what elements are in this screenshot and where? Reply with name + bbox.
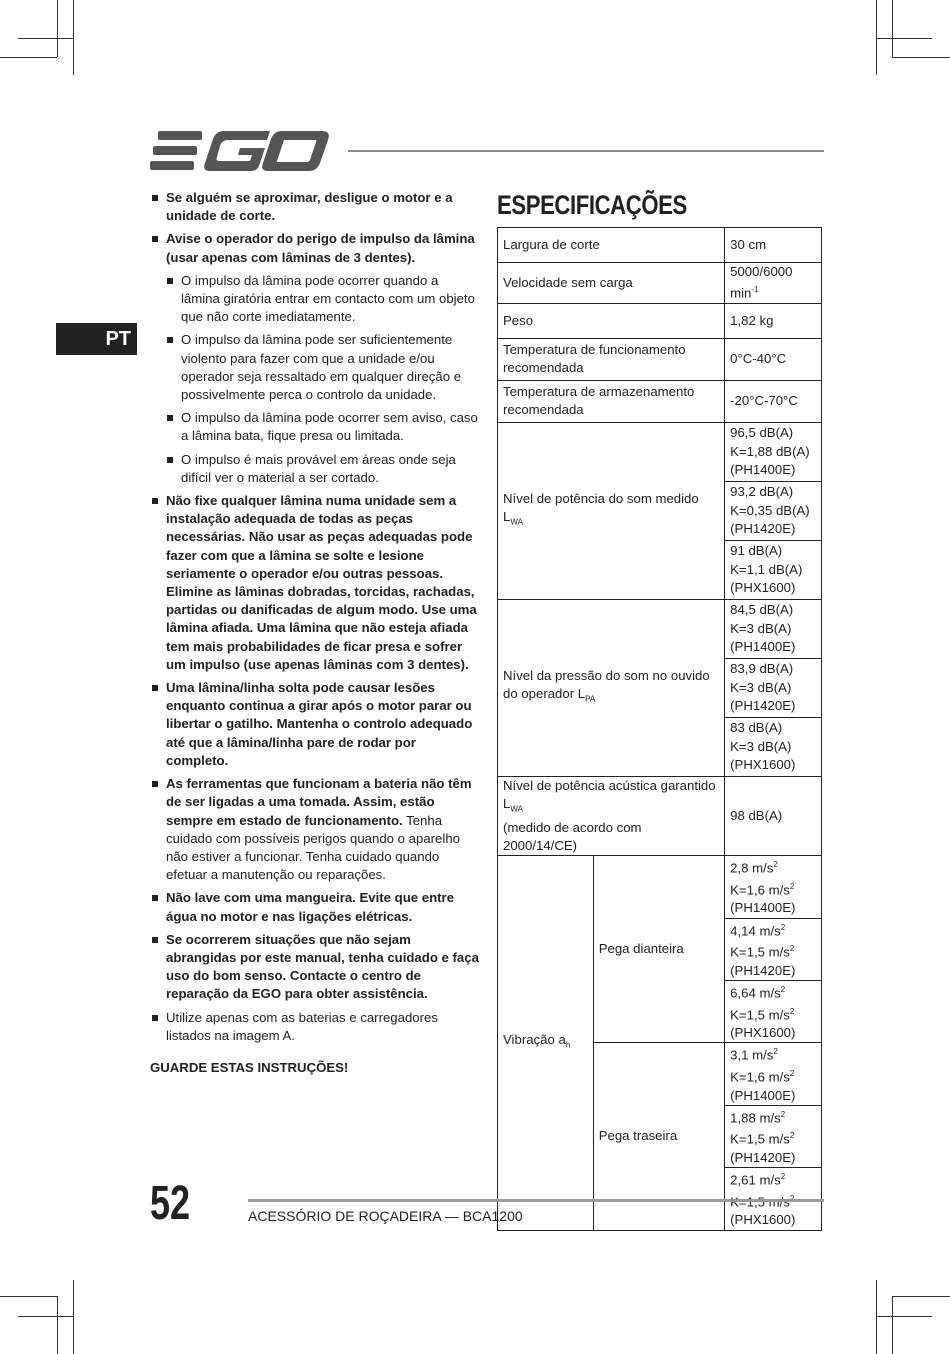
specifications-title: ESPECIFICAÇÕES bbox=[497, 190, 687, 220]
unit-superscript: 2 bbox=[780, 985, 786, 995]
unit-superscript: 2 bbox=[773, 1047, 778, 1057]
list-item bbox=[165, 409, 480, 445]
spec-value bbox=[725, 303, 822, 338]
spec-value bbox=[725, 717, 822, 776]
label-text: Temperatura de armazenamento recomendada bbox=[503, 384, 695, 418]
value-line: (PH1400E) bbox=[730, 1087, 796, 1103]
value-line: (PHX1600) bbox=[730, 756, 796, 772]
table-row bbox=[498, 776, 822, 855]
item-text: Utilize apenas com as baterias e carregadores listados na imagem A. bbox=[166, 1009, 438, 1043]
item-bold-text: Avise o operador do perigo de impulso da lâmina (usar apenas com lâminas de 3 dentes). bbox=[166, 231, 475, 265]
item-bold-text: Não lave com uma mangueira. Evite que entre água no motor e nas ligações elétricas. bbox=[166, 890, 455, 924]
label-text: Nível de potência acústica garantido L bbox=[503, 777, 716, 811]
header-rule bbox=[348, 150, 824, 152]
value-line: K=3 dB(A) bbox=[730, 620, 792, 636]
table-row bbox=[498, 856, 822, 918]
value-line: 93,2 dB(A) bbox=[730, 484, 794, 500]
label-text: Pega traseira bbox=[598, 1128, 678, 1144]
value-line: (PH1420E) bbox=[730, 520, 796, 536]
footer-rule bbox=[248, 1199, 824, 1202]
value-line: K=1,6 m/s bbox=[730, 1069, 790, 1085]
unit-superscript: 2 bbox=[780, 1109, 786, 1119]
list-item bbox=[165, 451, 480, 487]
value-line: 96,5 dB(A) bbox=[730, 425, 794, 441]
table-row bbox=[498, 380, 822, 422]
value-text: 30 cm bbox=[730, 236, 767, 252]
item-text: Tenha cuidado com possíveis perigos quando o aparelho não estiver a funcionar. Tenha cuidado quando efetuar a manutenção ou reparações. bbox=[166, 812, 460, 883]
label-text: (medido de acordo com 2000/14/CE) bbox=[503, 819, 642, 854]
list-item bbox=[165, 272, 480, 327]
spec-value bbox=[725, 981, 822, 1043]
unit-superscript: 2 bbox=[789, 1006, 795, 1016]
instruction-list bbox=[150, 189, 480, 1045]
label-subscript: WA bbox=[510, 804, 523, 814]
value-line: 91 dB(A) bbox=[730, 543, 783, 559]
spec-value bbox=[725, 338, 822, 380]
list-item bbox=[150, 679, 480, 770]
closing-note: GUARDE ESTAS INSTRUÇÕES! bbox=[150, 1059, 349, 1075]
unit-superscript: 2 bbox=[789, 1069, 795, 1079]
crop-mark bbox=[0, 57, 57, 58]
label-text: Velocidade sem carga bbox=[503, 274, 633, 290]
spec-label bbox=[498, 776, 725, 855]
spec-label bbox=[498, 263, 725, 304]
crop-mark bbox=[73, 1280, 74, 1354]
value-line: (PH1400E) bbox=[730, 638, 796, 654]
list-item bbox=[165, 331, 480, 404]
list-item bbox=[150, 1009, 480, 1045]
spec-sublabel bbox=[593, 1043, 724, 1230]
crop-mark bbox=[57, 0, 58, 57]
spec-value bbox=[725, 422, 822, 481]
list-item bbox=[150, 889, 480, 925]
table-row bbox=[498, 338, 822, 380]
label-text: Pega dianteira bbox=[598, 941, 684, 957]
value-line: K=1,6 m/s bbox=[730, 882, 790, 898]
crop-mark bbox=[877, 38, 932, 39]
item-bold-text: As ferramentas que funcionam a bateria não têm de ser ligadas a uma tomada. Assim, estão sempre em estado de funcionamento. bbox=[166, 776, 472, 828]
unit-superscript: 2 bbox=[773, 860, 778, 870]
language-tab: PT bbox=[56, 323, 137, 355]
item-bold-text: Não fixe qualquer lâmina numa unidade sem a instalação adequada de todas as peças necessárias. Não usar as peças adequadas pode fazer com que a lâmina se solte e lesione seriamente o operador e/ou outras pessoas. Elimine as lâminas dobradas, torcidas, rachadas, partidas ou danificadas de algum modo. Use uma lâmina afiada. Uma lâmina que não esteja afiada tem mais probabilidades de ficar presa e sofrer um impulso (use apenas lâminas com 3 dentes). bbox=[166, 493, 477, 672]
list-item bbox=[150, 775, 480, 884]
value-line: 84,5 dB(A) bbox=[730, 602, 794, 618]
value-line: 3,1 m/s bbox=[730, 1047, 774, 1063]
page-number: 52 bbox=[150, 1177, 191, 1230]
value-line: (PHX1600) bbox=[730, 1212, 796, 1228]
spec-value bbox=[725, 918, 822, 980]
spec-label bbox=[498, 380, 725, 422]
table-row bbox=[498, 599, 822, 658]
spec-label bbox=[498, 856, 594, 1230]
footer-title: ACESSÓRIO DE ROÇADEIRA — BCA1200 bbox=[248, 1208, 523, 1224]
list-item bbox=[150, 931, 480, 1004]
table-row bbox=[498, 303, 822, 338]
item-text: O impulso da lâmina pode ocorrer quando a lâmina giratória entrar em contacto com um objeto que não corte imediatamente. bbox=[181, 272, 475, 325]
value-line: 6,64 m/s bbox=[730, 985, 781, 1001]
unit-superscript: 2 bbox=[789, 944, 795, 954]
value-line: K=3 dB(A) bbox=[730, 679, 792, 695]
list-item bbox=[150, 189, 480, 225]
label-text: Nível de potência do som medido L bbox=[503, 490, 699, 524]
unit-superscript: 2 bbox=[789, 881, 795, 891]
value-text: -20°C-70°C bbox=[730, 393, 798, 409]
label-text: Temperatura de funcionamento recomendada bbox=[503, 342, 686, 376]
value-text: 0°C-40°C bbox=[730, 351, 787, 367]
spec-value bbox=[725, 776, 822, 855]
item-bold-text: Se ocorrerem situações que não sejam abrangidas por este manual, tenha cuidado e faça uso do bom senso. Contacte o centro de reparação da EGO para obter assistência. bbox=[166, 931, 479, 1002]
value-line: (PHX1600) bbox=[730, 579, 796, 595]
ego-logo bbox=[150, 130, 330, 172]
spec-label bbox=[498, 228, 725, 263]
spec-value bbox=[725, 1105, 822, 1167]
table-row bbox=[498, 422, 822, 481]
label-text: Largura de corte bbox=[503, 236, 600, 252]
value-line: (PH1400E) bbox=[730, 461, 796, 477]
value-line: 83 dB(A) bbox=[730, 720, 783, 736]
crop-mark bbox=[57, 1296, 58, 1354]
table-row bbox=[498, 263, 822, 304]
specifications-table bbox=[497, 227, 822, 1231]
label-text: Nível da pressão do som no ouvido do operador L bbox=[503, 667, 710, 701]
crop-mark bbox=[892, 0, 893, 57]
crop-mark bbox=[892, 1296, 950, 1297]
value-line: (PHX1600) bbox=[730, 1025, 796, 1041]
unit-superscript: 2 bbox=[780, 922, 786, 932]
item-text: O impulso da lâmina pode ser suficientemente violento para fazer com que a unidade e/ou operador seja ressaltado em qualquer direção e possivelmente perca o controlo da unidade. bbox=[181, 332, 462, 403]
value-line: K=1,88 dB(A) bbox=[730, 443, 810, 459]
spec-value bbox=[725, 599, 822, 658]
item-text: O impulso da lâmina pode ocorrer sem aviso, caso a lâmina bata, fique presa ou limitada. bbox=[181, 410, 478, 444]
spec-value bbox=[725, 263, 822, 304]
spec-label bbox=[498, 338, 725, 380]
unit-superscript: -1 bbox=[751, 285, 759, 295]
crop-mark bbox=[876, 1280, 877, 1354]
crop-mark bbox=[18, 1316, 73, 1317]
value-line: 2,61 m/s bbox=[730, 1172, 781, 1188]
value-text: 1,82 kg bbox=[730, 312, 774, 328]
value-line: K=0,35 dB(A) bbox=[730, 502, 810, 518]
spec-label bbox=[498, 422, 725, 599]
value-line: (PH1420E) bbox=[730, 697, 796, 713]
label-subscript: PA bbox=[585, 694, 596, 704]
spec-value bbox=[725, 540, 822, 599]
spec-sublabel bbox=[593, 856, 724, 1043]
unit-superscript: 2 bbox=[789, 1131, 795, 1141]
value-line: K=1,5 m/s bbox=[730, 944, 790, 960]
spec-value bbox=[725, 481, 822, 540]
list-item bbox=[150, 492, 480, 674]
value-line: (PH1420E) bbox=[730, 1150, 796, 1165]
value-line: (PH1400E) bbox=[730, 900, 796, 916]
crop-mark bbox=[892, 57, 950, 58]
spec-value bbox=[725, 1043, 822, 1105]
value-line: K=1,5 m/s bbox=[730, 1007, 790, 1023]
list-item bbox=[150, 230, 480, 266]
unit-superscript: 2 bbox=[780, 1172, 786, 1182]
crop-mark bbox=[18, 38, 73, 39]
label-subscript: h bbox=[565, 1040, 571, 1050]
safety-instructions bbox=[150, 189, 480, 1077]
value-line: 83,9 dB(A) bbox=[730, 661, 794, 677]
value-line: K=1,5 m/s bbox=[730, 1131, 790, 1147]
value-line: 1,88 m/s bbox=[730, 1110, 781, 1126]
value-text: 5000/6000 min bbox=[730, 264, 793, 301]
crop-mark bbox=[876, 0, 877, 75]
label-subscript: WA bbox=[510, 517, 523, 527]
spec-label bbox=[498, 303, 725, 338]
spec-value bbox=[725, 856, 822, 918]
label-text: Vibração a bbox=[503, 1032, 566, 1047]
spec-value bbox=[725, 380, 822, 422]
crop-mark bbox=[892, 1296, 893, 1354]
item-bold-text: Uma lâmina/linha solta pode causar lesões enquanto continua a girar após o motor parar ou libertar o gatilho. Mantenha o controlo adequado até que a lâmina/linha pare de rodar por completo. bbox=[166, 680, 473, 768]
spec-label bbox=[498, 599, 725, 776]
value-line: K=3 dB(A) bbox=[730, 738, 792, 754]
crop-mark bbox=[73, 0, 74, 75]
value-line: 2,8 m/s bbox=[730, 860, 774, 876]
value-text: 98 dB(A) bbox=[730, 807, 783, 823]
value-line: (PH1420E) bbox=[730, 962, 796, 978]
spec-value bbox=[725, 228, 822, 263]
table-row bbox=[498, 228, 822, 263]
crop-mark bbox=[877, 1316, 932, 1317]
label-text: Peso bbox=[503, 312, 534, 328]
spec-value bbox=[725, 658, 822, 717]
crop-mark bbox=[0, 1296, 57, 1297]
value-line: K=1,1 dB(A) bbox=[730, 561, 803, 577]
value-line: 4,14 m/s bbox=[730, 923, 781, 939]
item-text: O impulso é mais provável em áreas onde seja difícil ver o material a ser cortado. bbox=[181, 451, 456, 485]
item-bold-text: Se alguém se aproximar, desligue o motor e a unidade de corte. bbox=[166, 190, 453, 224]
